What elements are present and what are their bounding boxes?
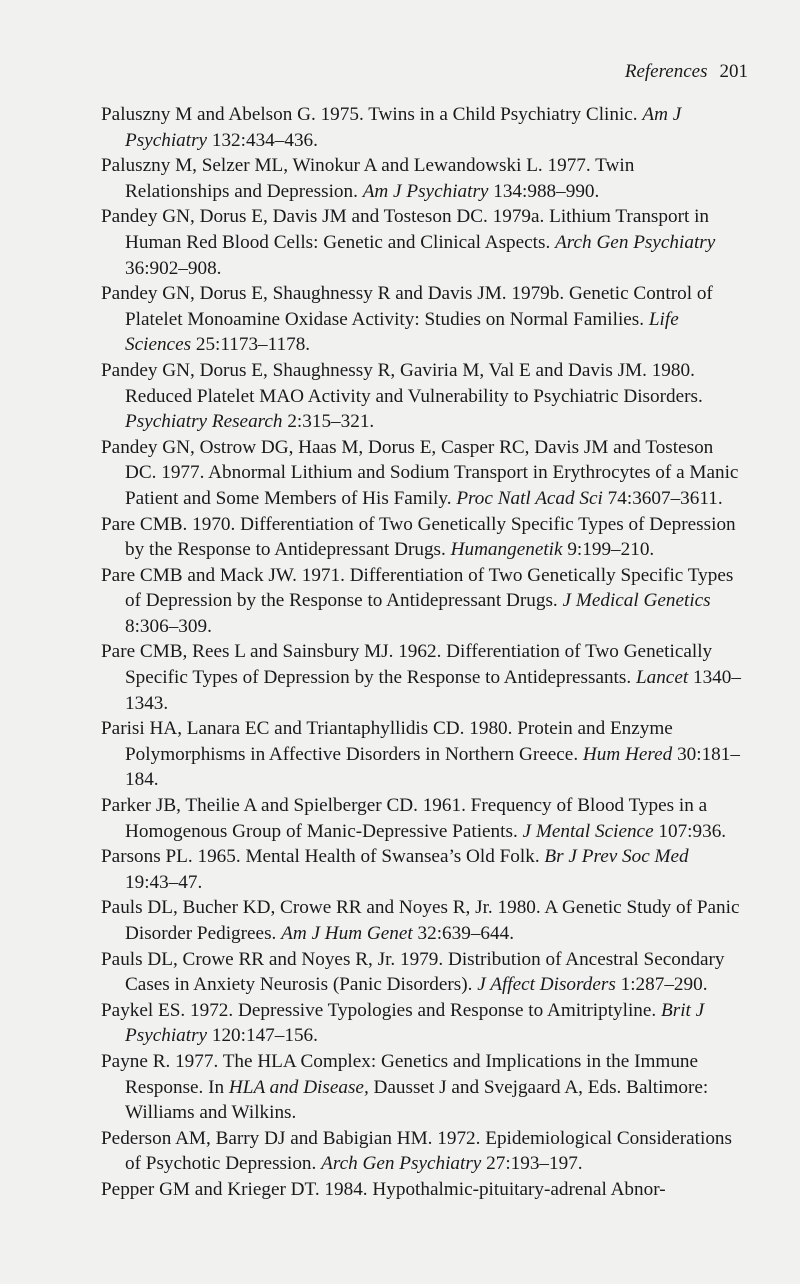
journal-name: Life Sciences — [125, 308, 679, 356]
reference-citation: 132:434–436. — [207, 129, 318, 151]
reference-citation: 2:315–321. — [282, 411, 375, 433]
reference-citation: 25:1173–1178. — [191, 334, 311, 356]
running-head — [625, 60, 748, 84]
journal-name: Humangenetik — [450, 539, 563, 561]
reference-text: Pandey GN, Ostrow DG, Haas M, Dorus E, Casper RC, Davis JM and Tosteson DC. 1977. Abnormal Lithium and Sodium Transport in Erythrocytes of a Manic Patient and Some Members of His Family. — [101, 436, 739, 509]
reference-entry — [101, 1177, 741, 1203]
reference-text: Pauls DL, Bucher KD, Crowe RR and Noyes R, Jr. 1980. A Genetic Study of Panic Disorder Pedigrees. — [101, 897, 740, 944]
reference-text: Pauls DL, Crowe RR and Noyes R, Jr. 1979. Distribution of Ancestral Secondary Cases in Anxiety Neurosis (Panic Disorders). — [101, 948, 725, 996]
reference-entry — [101, 358, 741, 435]
reference-text: Pare CMB and Mack JW. 1971. Differentiation of Two Genetically Specific Types of Depression by the Response to Antidepressant Drugs. — [101, 564, 734, 612]
reference-citation: 107:936. — [653, 820, 727, 842]
journal-name: Am J Psychiatry — [125, 104, 682, 151]
reference-entry — [101, 435, 741, 512]
reference-entry — [101, 895, 741, 946]
reference-entry — [101, 204, 741, 281]
reference-text: Payne R. 1977. The HLA Complex: Genetics and Implications in the Immune Response. In — [101, 1050, 699, 1098]
reference-citation: 1:287–290. — [615, 974, 708, 996]
reference-entry — [101, 281, 741, 358]
journal-name: Am J Hum Genet — [281, 923, 413, 944]
reference-entry — [101, 1049, 741, 1126]
reference-entry — [101, 844, 741, 895]
reference-entry — [101, 512, 741, 563]
reference-text: Pepper GM and Krieger DT. 1984. Hypothalmic-pituitary-adrenal Abnor- — [101, 1178, 666, 1200]
journal-name: Lancet — [635, 667, 689, 689]
reference-entry — [101, 716, 741, 793]
journal-name: Am J Psychiatry — [362, 180, 489, 202]
reference-text: Paluszny M and Abelson G. 1975. Twins in a Child Psychiatry Clinic. — [101, 104, 643, 125]
reference-citation: 74:3607–3611. — [602, 487, 723, 509]
reference-text: Paykel ES. 1972. Depressive Typologies and Response to Amitriptyline. — [101, 999, 662, 1021]
reference-entry — [101, 793, 741, 844]
journal-name: J Medical Genetics — [562, 590, 711, 612]
reference-text: Parsons PL. 1965. Mental Health of Swansea’s Old Folk. — [101, 846, 545, 868]
journal-name: Hum Hered — [582, 743, 673, 765]
reference-text: Pederson AM, Barry DJ and Babigian HM. 1972. Epidemiological Considerations of Psychotic Depression. — [101, 1127, 732, 1175]
journal-name: Br J Prev Soc Med — [544, 846, 689, 868]
reference-text: Parisi HA, Lanara EC and Triantaphyllidis CD. 1980. Protein and Enzyme Polymorphisms in Affective Disorders in Northern Greece. — [101, 718, 673, 765]
reference-text: Pare CMB. 1970. Differentiation of Two Genetically Specific Types of Depression by the Response to Antidepressant Drugs. — [101, 513, 736, 561]
reference-entry — [101, 639, 741, 716]
journal-name: Arch Gen Psychiatry — [321, 1153, 482, 1175]
reference-entry — [101, 153, 741, 204]
reference-citation: 9:199–210. — [562, 539, 655, 561]
journal-name: J Mental Science — [522, 820, 654, 842]
reference-entry — [101, 102, 741, 153]
journal-name: Brit J Psychiatry — [125, 999, 705, 1047]
reference-citation: 120:147–156. — [207, 1025, 318, 1047]
reference-text: Pandey GN, Dorus E, Davis JM and Tosteson DC. 1979a. Lithium Transport in Human Red Blood Cells: Genetic and Clinical Aspects. — [101, 206, 710, 253]
journal-name: Proc Natl Acad Sci — [456, 487, 603, 509]
journal-name: HLA and Disease, — [228, 1076, 369, 1098]
reference-text: Paluszny M, Selzer ML, Winokur A and Lewandowski L. 1977. Twin Relationships and Depression. — [101, 155, 635, 202]
reference-text: Pandey GN, Dorus E, Shaughnessy R, Gaviria M, Val E and Davis JM. 1980. Reduced Platelet MAO Activity and Vulnerability to Psychiatric Disorders. — [101, 359, 703, 407]
reference-citation: 36:902–908. — [125, 257, 222, 279]
reference-entry — [101, 947, 741, 998]
reference-text: Pare CMB, Rees L and Sainsbury MJ. 1962. Differentiation of Two Genetically Specific Types of Depression by the Response to Antidepressants. — [101, 641, 713, 689]
reference-citation: 1340–1343. — [125, 667, 741, 714]
reference-citation: 19:43–47. — [125, 871, 203, 893]
reference-entry — [101, 563, 741, 640]
reference-text: Parker JB, Theilie A and Spielberger CD. 1961. Frequency of Blood Types in a Homogenous Group of Manic-Depressive Patients. — [101, 795, 708, 842]
reference-citation: 27:193–197. — [481, 1153, 583, 1175]
reference-citation: Dausset J and Svejgaard A, Eds. Baltimore: Williams and Wilkins. — [125, 1076, 709, 1124]
journal-name: Psychiatry Research — [125, 411, 283, 433]
reference-citation: 8:306–309. — [125, 615, 212, 637]
reference-text: Pandey GN, Dorus E, Shaughnessy R and Davis JM. 1979b. Genetic Control of Platelet Monoamine Oxidase Activity: Studies on Normal Families. — [101, 283, 713, 330]
reference-list — [101, 102, 741, 1203]
reference-entry — [101, 1126, 741, 1177]
journal-name: J Affect Disorders — [477, 974, 616, 996]
reference-citation: 32:639–644. — [412, 923, 515, 944]
reference-citation: 134:988–990. — [488, 180, 600, 202]
page-number: 201 — [719, 61, 748, 82]
reference-citation: 30:181–184. — [125, 743, 740, 791]
journal-name: Arch Gen Psychiatry — [555, 231, 716, 253]
reference-entry — [101, 998, 741, 1049]
section-title: References — [624, 61, 708, 82]
